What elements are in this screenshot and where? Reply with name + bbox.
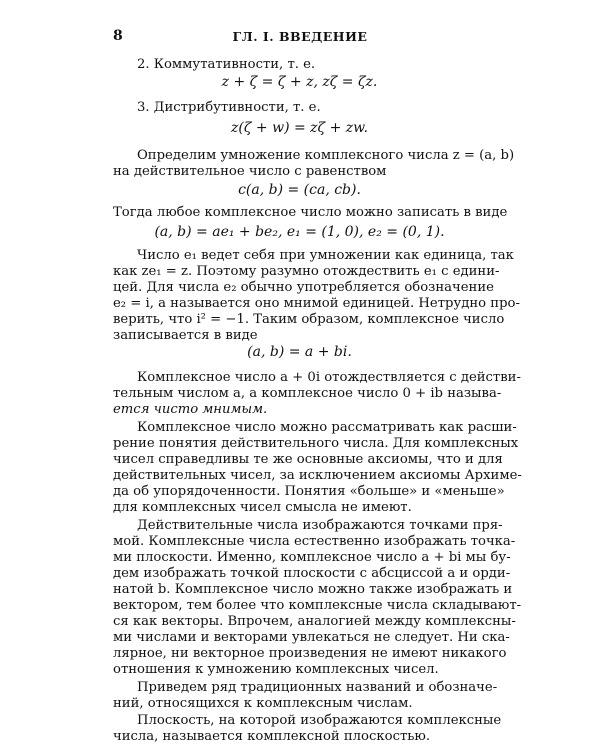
text-line: отношения к умножению комплексных чисел.	[113, 662, 439, 677]
text-line: Число e₁ ведет себя при умножении как единица, так	[137, 248, 514, 263]
text-line: Комплексное число можно рассматривать как расши-	[137, 420, 517, 435]
text-line: чисел справедливы те же основные аксиомы, что и для	[113, 452, 503, 467]
text-line: Тогда любое комплексное число можно записать в виде	[113, 205, 508, 220]
text-line: верить, что i² = −1. Таким образом, комплексное число	[113, 312, 505, 327]
formula: z + ζ = ζ + z, zζ = ζz.	[221, 74, 378, 90]
formula: (a, b) = a + bi.	[247, 344, 352, 360]
text-line: Определим умножение комплексного числа z = (a, b)	[137, 148, 515, 163]
text-line: лярное, ни векторное произведения не имеют никакого	[113, 646, 507, 661]
formula: z(ζ + w) = zζ + zw.	[231, 120, 368, 136]
text-line: Плоскость, на которой изображаются комплексные	[137, 713, 502, 728]
text-line: да об упорядоченности. Понятия «больше» и «меньше»	[113, 484, 505, 499]
text-line: Приведем ряд традиционных названий и обозначе-	[137, 680, 498, 695]
text-line: ний, относящихся к комплексным числам.	[113, 696, 413, 711]
text-line: для комплексных чисел смысла не имеют.	[113, 500, 412, 515]
text-line: 2. Коммутативности, т. е.	[137, 57, 316, 72]
page-number: 8	[113, 28, 123, 44]
text-line: числа, называется комплексной плоскостью.	[113, 729, 431, 744]
text-line: дем изображать точкой плоскости с абсциссой a и орди-	[113, 566, 511, 581]
text-line: Комплексное число a + 0i отождествляется с действи-	[137, 370, 521, 385]
text-line: e₂ = i, а называется оно мнимой единицей. Нетрудно про-	[113, 296, 520, 311]
text-line: 3. Дистрибутивности, т. е.	[137, 100, 321, 115]
text-line: вектором, тем более что комплексные числа складывают-	[113, 598, 522, 613]
text-line: натой b. Комплексное число можно также изображать и	[113, 582, 513, 597]
text-line: рение понятия действительного числа. Для комплексных	[113, 436, 519, 451]
text-line: ми плоскости. Именно, комплексное число a + bi мы бу-	[113, 550, 511, 565]
formula: c(a, b) = (ca, cb).	[238, 182, 361, 198]
page-header	[113, 28, 487, 48]
text-line: мой. Комплексные числа естественно изображать точка-	[113, 534, 516, 549]
text-line: действительных чисел, за исключением аксиомы Архиме-	[113, 468, 522, 483]
text-line: ся как векторы. Впрочем, аналогией между комплексны-	[113, 614, 516, 629]
text-line: на действительное число c равенством	[113, 164, 387, 179]
text-line: ется чисто мнимым.	[113, 402, 268, 417]
running-title: ГЛ. I. ВВЕДЕНИЕ	[232, 29, 368, 44]
formula: (a, b) = ae₁ + be₂, e₁ = (1, 0), e₂ = (0, 1).	[154, 224, 445, 240]
text-line: ми числами и векторами увлекаться не следует. Ни ска-	[113, 630, 510, 645]
text-line: Действительные числа изображаются точками пря-	[137, 518, 503, 533]
text-line: цей. Для числа e₂ обычно употребляется обозначение	[113, 280, 494, 295]
text-line: записывается в виде	[113, 328, 258, 343]
text-line: как ze₁ = z. Поэтому разумно отождествить e₁ с едини-	[113, 264, 500, 279]
text-line: тельным числом a, а комплексное число 0 + ib называ-	[113, 386, 502, 401]
